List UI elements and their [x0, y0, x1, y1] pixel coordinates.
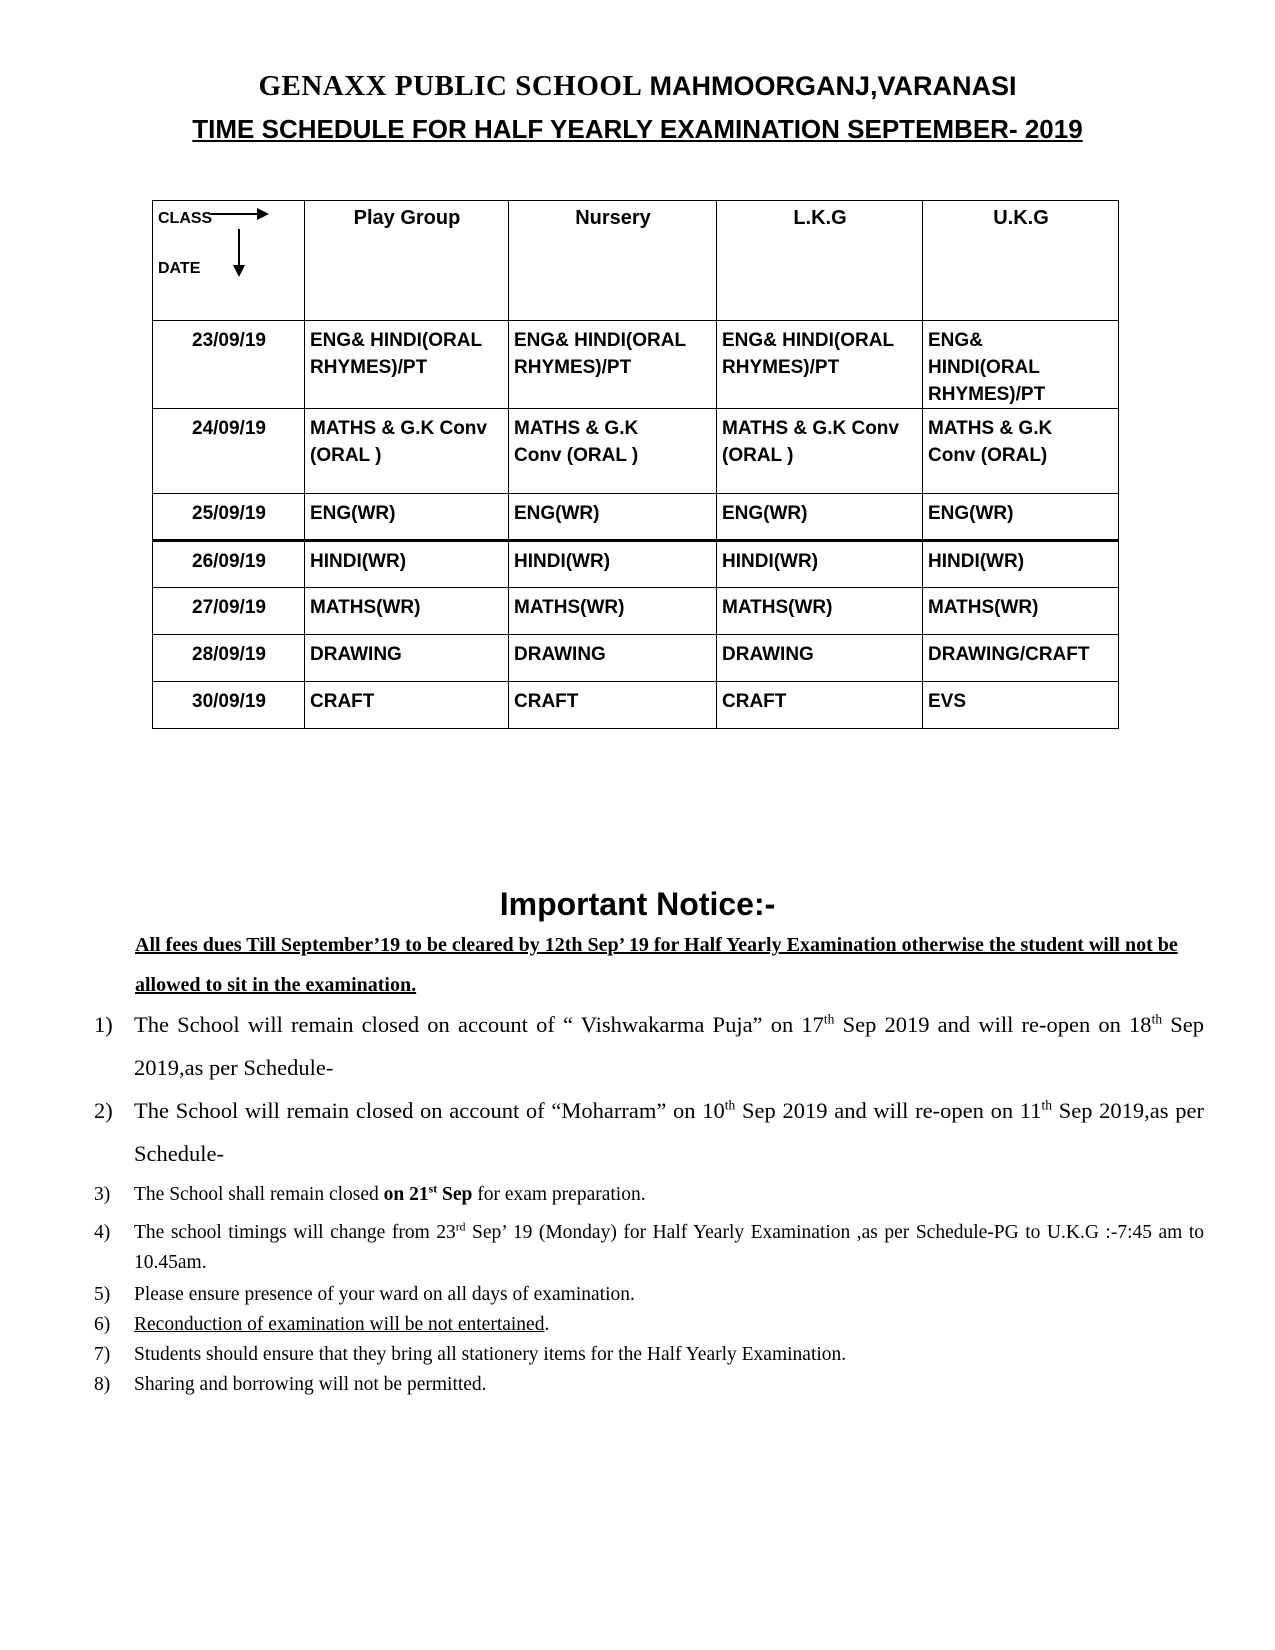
subject-cell: ENG(WR): [305, 494, 509, 541]
item-text: The school timings will change from 23rd Sep’ 19 (Monday) for Half Yearly Examination ,as per Schedule-PG to U.K.G :-7:45 am to 10.45am.: [134, 1220, 1204, 1273]
subject-cell: MATHS & G.K Conv (ORAL ): [717, 409, 923, 494]
subject-cell: ENG& HINDI(ORAL RHYMES)/PT: [509, 321, 717, 409]
subject-cell: MATHS(WR): [717, 588, 923, 635]
class-label: CLASS: [158, 210, 213, 227]
subject-cell: CRAFT: [305, 682, 509, 729]
notice-item-8: [94, 1370, 1204, 1400]
table-row: [153, 588, 1119, 635]
subject-cell: MATHS(WR): [509, 588, 717, 635]
subject-cell: MATHS & G.K Conv (ORAL ): [509, 409, 717, 494]
table-row: [153, 635, 1119, 682]
date-cell: 30/09/19: [153, 682, 305, 729]
subject-cell: MATHS & G.K Conv (ORAL): [923, 409, 1119, 494]
item-number: 2): [94, 1098, 113, 1123]
subject-cell: DRAWING: [305, 635, 509, 682]
subject-cell: ENG& HINDI(ORAL RHYMES)/PT: [305, 321, 509, 409]
corner-cell: [153, 201, 305, 321]
table-row: [153, 321, 1119, 409]
subject-cell: DRAWING: [717, 635, 923, 682]
item-number: 7): [94, 1344, 111, 1365]
table-row: [153, 494, 1119, 541]
table-row: [153, 682, 1119, 729]
subject-cell: ENG& HINDI(ORAL RHYMES)/PT: [923, 321, 1119, 409]
notice-item-5: [94, 1280, 1204, 1310]
notice-item-7: [94, 1340, 1204, 1370]
subject-cell: ENG& HINDI(ORAL RHYMES)/PT: [717, 321, 923, 409]
item-number: 5): [94, 1284, 111, 1305]
school-location: MAHMOORGANJ,VARANASI: [649, 71, 1017, 101]
subject-cell: ENG(WR): [509, 494, 717, 541]
table-row: [153, 409, 1119, 494]
date-cell: 27/09/19: [153, 588, 305, 635]
item-text: Students should ensure that they bring all stationery items for the Half Yearly Examination.: [134, 1344, 847, 1365]
subject-cell: MATHS & G.K Conv (ORAL ): [305, 409, 509, 494]
item-text: Reconduction of examination will be not entertained.: [134, 1314, 550, 1335]
fees-notice: All fees dues Till September’19 to be cleared by 12th Sep’ 19 for Half Yearly Examination otherwise the student will not be allowed to sit in the examination.: [135, 934, 1178, 996]
item-text: Please ensure presence of your ward on all days of examination.: [134, 1284, 635, 1305]
date-cell: 24/09/19: [153, 409, 305, 494]
item-text: Sharing and borrowing will not be permitted.: [134, 1374, 487, 1395]
subject-cell: DRAWING/CRAFT: [923, 635, 1119, 682]
schedule-title: TIME SCHEDULE FOR HALF YEARLY EXAMINATION SEPTEMBER- 2019: [192, 114, 1083, 144]
date-label: DATE: [158, 260, 201, 277]
table-header-row: [153, 201, 1119, 321]
subject-cell: MATHS(WR): [923, 588, 1119, 635]
item-number: 6): [94, 1314, 111, 1335]
item-number: 3): [94, 1184, 111, 1205]
date-cell: 26/09/19: [153, 541, 305, 588]
item-text: The School shall remain closed on 21st Sep for exam preparation.: [134, 1182, 646, 1205]
notice-item-3: [94, 1180, 1204, 1210]
subject-cell: MATHS(WR): [305, 588, 509, 635]
subject-cell: ENG(WR): [923, 494, 1119, 541]
item-number: 1): [94, 1012, 113, 1037]
column-header-nursery: Nursery: [509, 201, 717, 321]
date-cell: 23/09/19: [153, 321, 305, 409]
item-text: The School will remain closed on account of “ Vishwakarma Puja” on 17th Sep 2019 and will re-open on 18th Sep 2019,as per Schedule-: [134, 1011, 1205, 1080]
column-header-play-group: Play Group: [305, 201, 509, 321]
notice-item-1: [94, 1003, 1204, 1089]
item-number: 4): [94, 1222, 111, 1243]
subject-cell: HINDI(WR): [509, 541, 717, 588]
subject-cell: EVS: [923, 682, 1119, 729]
exam-schedule-table: [152, 200, 1119, 729]
date-cell: 28/09/19: [153, 635, 305, 682]
notice-item-2: [94, 1089, 1204, 1175]
item-text: The School will remain closed on account of “Moharram” on 10th Sep 2019 and will re-open on 11th Sep 2019,as per Schedule-: [134, 1097, 1204, 1166]
notice-item-6: [94, 1310, 1204, 1340]
notice-title: Important Notice:-: [499, 886, 776, 922]
subject-cell: CRAFT: [509, 682, 717, 729]
item-number: 8): [94, 1374, 111, 1395]
subject-cell: DRAWING: [509, 635, 717, 682]
school-name: GENAXX PUBLIC SCHOOL: [258, 70, 643, 102]
subject-cell: ENG(WR): [717, 494, 923, 541]
date-cell: 25/09/19: [153, 494, 305, 541]
subject-cell: HINDI(WR): [305, 541, 509, 588]
school-title: [0, 68, 1275, 104]
subject-cell: CRAFT: [717, 682, 923, 729]
column-header-lkg: L.K.G: [717, 201, 923, 321]
notice-item-4: [94, 1218, 1204, 1278]
table-row: [153, 541, 1119, 588]
subject-cell: HINDI(WR): [923, 541, 1119, 588]
subject-cell: HINDI(WR): [717, 541, 923, 588]
column-header-ukg: U.K.G: [923, 201, 1119, 321]
